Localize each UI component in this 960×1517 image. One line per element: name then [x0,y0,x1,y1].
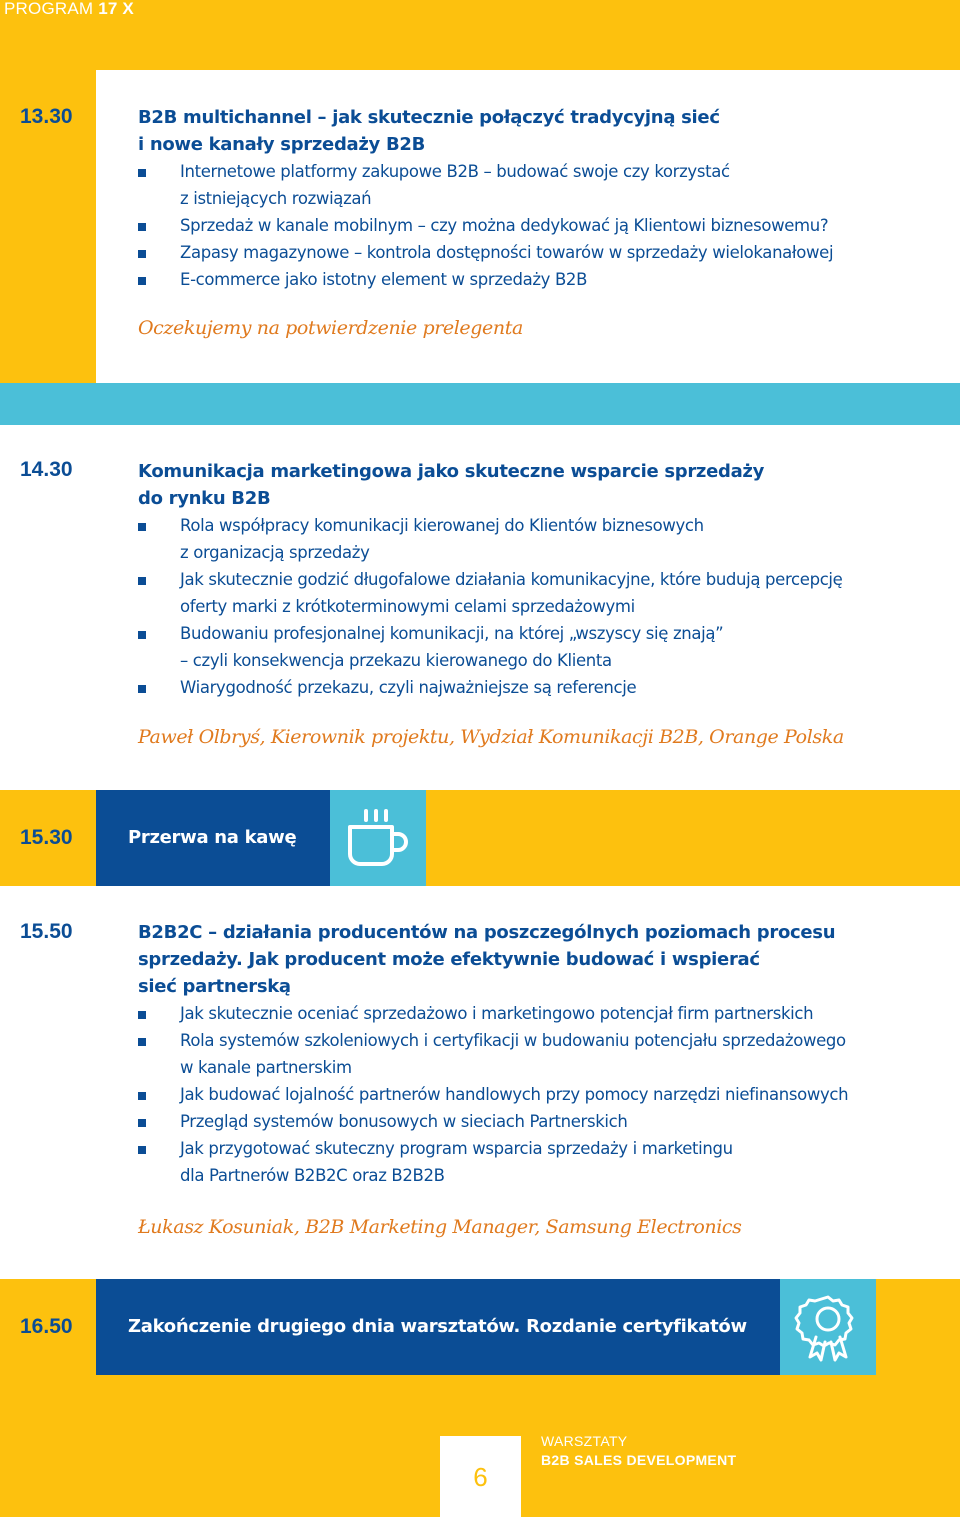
session-title [138,458,948,512]
footer-line2: B2B SALES DEVELOPMENT [541,1452,737,1468]
session-title-line: do rynku B2B [138,488,271,509]
session-time: 14.30 [20,458,73,481]
session-time: 15.50 [20,920,73,943]
list-item-line: Budowaniu profesjonalnej komunikacji, na której „wszyscy się znają” [180,624,724,643]
list-item-line: z organizacją sprzedaży [180,543,370,562]
list-item-line: Jak przygotować skuteczny program wsparcia sprzedaży i marketingu [180,1139,733,1158]
session-content-2 [138,458,948,748]
session-title [138,919,953,1000]
closing-time: 16.50 [20,1315,73,1338]
list-item [138,512,948,566]
break-time: 15.30 [20,826,73,849]
list-item-line: Jak budować lojalność partnerów handlowych przy pomocy narzędzi niefinansowych [180,1085,849,1104]
list-item-line: Jak skutecznie godzić długofalowe działania komunikacyjne, które budują percepcję [180,570,843,589]
closing-label: Zakończenie drugiego dnia warsztatów. Rozdanie certyfikatów [128,1316,747,1337]
list-item [138,1108,953,1135]
list-item-line: oferty marki z krótkoterminowymi celami sprzedażowymi [180,597,635,616]
list-item [138,566,948,620]
list-item [138,620,948,674]
cyan-divider [0,383,960,425]
list-item-line: Rola systemów szkoleniowych i certyfikacji w budowaniu potencjału sprzedażowego [180,1031,846,1050]
footer-title [541,1432,736,1470]
header-label [4,0,134,19]
list-item [138,1000,953,1027]
list-item-line: – czyli konsekwencja przekazu kierowanego do Klienta [180,651,612,670]
speaker-name: Paweł Olbryś, Kierownik projektu, Wydział Komunikacji B2B, Orange Polska [138,726,844,748]
list-item-line: Wiarygodność przekazu, czyli najważniejsze są referencje [180,678,637,697]
list-item-line: E-commerce jako istotny element w sprzedaży B2B [180,270,588,289]
session-content-1 [138,104,938,339]
header-bold: 17 X [98,0,134,18]
session-title-line: Komunikacja marketingowa jako skuteczne wsparcie sprzedaży [138,461,765,482]
list-item [138,1081,953,1108]
session-time: 13.30 [20,105,73,128]
list-item-line: z istniejących rozwiązań [180,189,372,208]
list-item [138,1027,953,1081]
list-item-line: Sprzedaż w kanale mobilnym – czy można dedykować ją Klientowi biznesowemu? [180,216,829,235]
list-item [138,1135,953,1189]
list-item-line: w kanale partnerskim [180,1058,352,1077]
list-item-line: Internetowe platformy zakupowe B2B – budować swoje czy korzystać [180,162,730,181]
session-title-line: sprzedaży. Jak producent może efektywnie budować i wspierać [138,949,760,970]
header-prefix: PROGRAM [4,0,94,18]
session-title [138,104,938,158]
list-item [138,158,938,212]
list-item-line: Zapasy magazynowe – kontrola dostępności towarów w sprzedaży wielokanałowej [180,243,834,262]
page-number-box [440,1436,521,1517]
break-icon-box [330,790,426,886]
session-title-line: B2B2C – działania producentów na poszczególnych poziomach procesu [138,922,836,943]
award-rosette-icon [780,1279,876,1375]
coffee-cup-icon [330,790,426,886]
page-number: 6 [473,1462,488,1492]
session-title-line: sieć partnerską [138,976,291,997]
list-item-line: dla Partnerów B2B2C oraz B2B2B [180,1166,445,1185]
bullet-list [138,512,948,701]
break-label: Przerwa na kawę [128,827,297,848]
closing-icon-box [780,1279,876,1375]
list-item-line: Przegląd systemów bonusowych w sieciach Partnerskich [180,1112,628,1131]
bullet-list [138,158,938,293]
speaker-name: Oczekujemy na potwierdzenie prelegenta [138,317,523,339]
footer-line1: WARSZTATY [541,1433,628,1449]
session-content-3 [138,919,953,1238]
list-item [138,266,938,293]
bullet-list [138,1000,953,1189]
list-item [138,212,938,239]
session-title-line: B2B multichannel – jak skutecznie połączyć tradycyjną sieć [138,107,720,128]
list-item [138,239,938,266]
session-title-line: i nowe kanały sprzedaży B2B [138,134,426,155]
speaker-name: Łukasz Kosuniak, B2B Marketing Manager, Samsung Electronics [138,1216,742,1238]
list-item-line: Rola współpracy komunikacji kierowanej do Klientów biznesowych [180,516,704,535]
list-item [138,674,948,701]
list-item-line: Jak skutecznie oceniać sprzedażowo i marketingowo potencjał firm partnerskich [180,1004,814,1023]
